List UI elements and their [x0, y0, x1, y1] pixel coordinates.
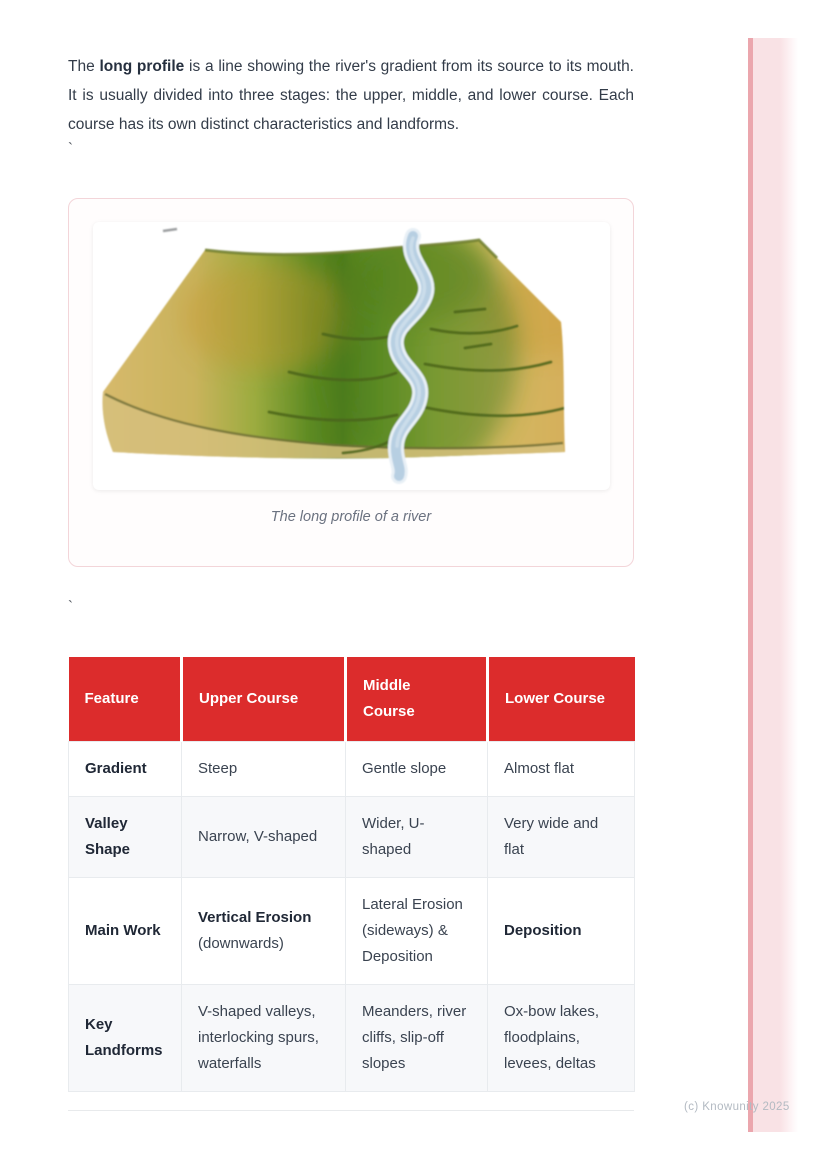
stray-pen-mark: [163, 229, 177, 231]
bottom-divider: [68, 1110, 634, 1111]
accent-stripe: [748, 38, 798, 1132]
table-cell: Almost flat: [488, 742, 635, 797]
row-feature-label: Gradient: [69, 742, 182, 797]
river-courses-table: [68, 657, 635, 1092]
table-row: [69, 742, 635, 797]
figure-caption: The long profile of a river: [270, 509, 432, 525]
table-cell: Wider, U-shaped: [346, 797, 488, 878]
table-row: [69, 878, 635, 985]
column-header: Upper Course: [182, 657, 346, 742]
table-cell: Narrow, V-shaped: [182, 797, 346, 878]
table-row: [69, 985, 635, 1092]
table-cell: Steep: [182, 742, 346, 797]
table-cell: Deposition: [488, 878, 635, 985]
table-cell: Gentle slope: [346, 742, 488, 797]
row-feature-label: Key Landforms: [69, 985, 182, 1092]
column-header: Feature: [69, 657, 182, 742]
table-body: [69, 742, 635, 1092]
intro-lead: The: [68, 57, 100, 75]
table-cell: Lateral Erosion (sideways) & Deposition: [346, 878, 488, 985]
table-cell: Vertical Erosion (downwards): [182, 878, 346, 985]
table-header: [69, 657, 635, 742]
column-header: Lower Course: [488, 657, 635, 742]
table-cell: Meanders, river cliffs, slip-off slopes: [346, 985, 488, 1092]
column-header: Middle Course: [346, 657, 488, 742]
table-cell: V-shaped valleys, interlocking spurs, waterfalls: [182, 985, 346, 1092]
table-row: [69, 797, 635, 878]
copyright-watermark: (c) Knowunity 2025: [684, 1101, 790, 1113]
stray-backtick-1: `: [68, 140, 73, 157]
row-feature-label: Main Work: [69, 878, 182, 985]
figure-card: [68, 198, 634, 567]
row-feature-label: Valley Shape: [69, 797, 182, 878]
intro-paragraph: [68, 52, 634, 139]
stray-backtick-2: `: [68, 598, 73, 615]
river-valley-illustration: [93, 222, 610, 490]
intro-term-bold: long profile: [99, 57, 185, 75]
table-cell: Very wide and flat: [488, 797, 635, 878]
intro-body: is a line showing the river's gradient from its source to its mouth. It is usually divided into three stages: the upper, middle, and lower course. Each course has its own distinct characteristics and landforms.: [68, 57, 634, 133]
table-cell: Ox-bow lakes, floodplains, levees, deltas: [488, 985, 635, 1092]
river-profile-image: [93, 222, 610, 490]
table-header-row: [69, 657, 635, 742]
